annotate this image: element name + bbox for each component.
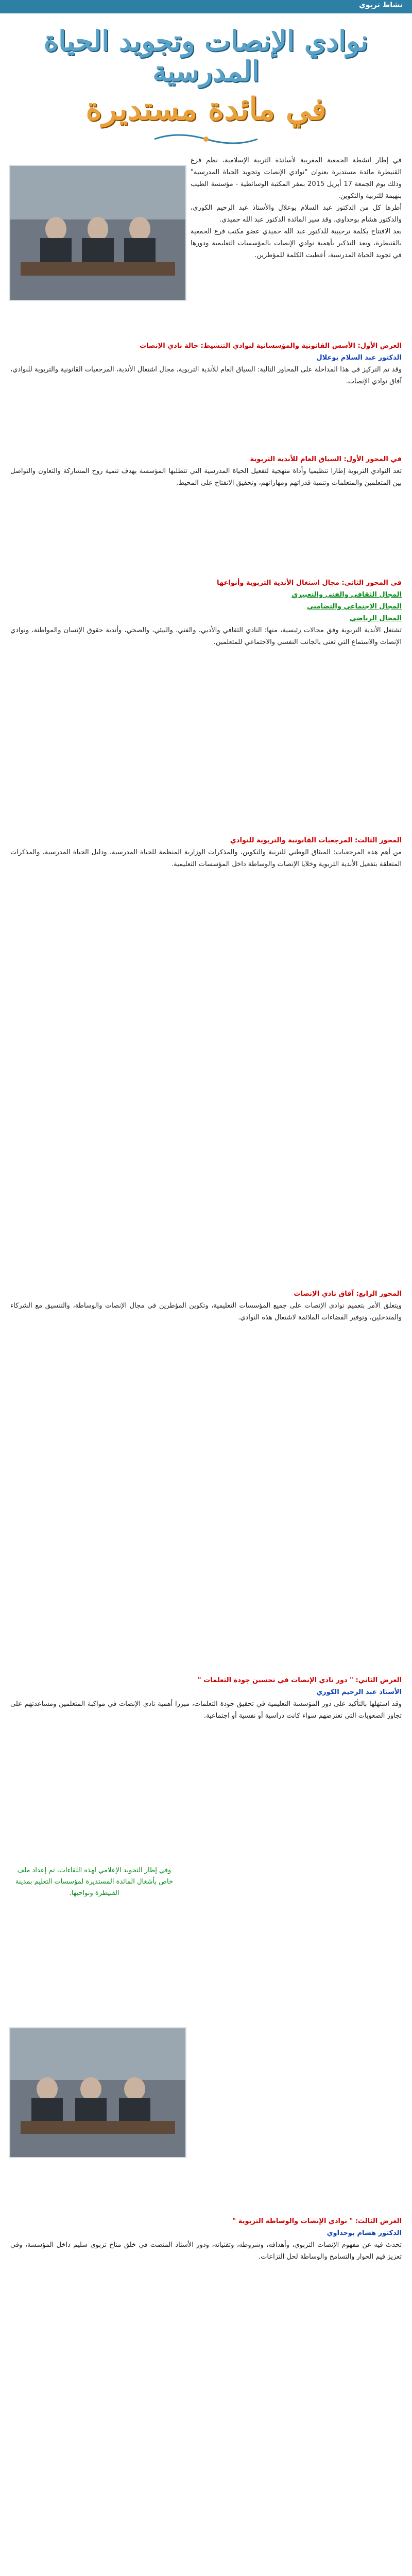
section-1-body: وقد تم التركيز في هذا المداخلة على المحاور التالية: السياق العام للأندية التربوية، مجال اشتغال الأندية، المرجعيات القانونية والتربوية للنوادي، آفاق نوادي الإنصات. [10, 366, 402, 385]
section-1-heading: العرض الأول: الأسس القانونية والمؤسساتية لنوادي التنشيط: حالة نادي الإنصات [139, 342, 402, 350]
section-3-sub-2: المجال الاجتماعي والتضامني [307, 603, 402, 611]
side-note: وفي إطار التجويد الإعلامي لهذه اللقاءات، تم إعداد ملف خاص بأشغال المائدة المستديرة لمؤسسات التعليم بمدينة القنيطرة ونواحيها. [15, 1867, 173, 1897]
section-3-heading: في المحور الثاني: مجال اشتغال الأندية التربوية وأنواعها [217, 579, 402, 587]
section-6 [10, 1674, 402, 1722]
section-label: نشاط تربوي [358, 1, 403, 9]
section-2 [10, 453, 402, 489]
section-6-speaker: الأستاذ عبد الرحيم الكوري [316, 1688, 402, 1696]
section-3 [10, 577, 402, 648]
section-7-heading: العرض الثالث: " نوادي الإنصات والوساطة التربوية " [232, 2217, 402, 2225]
meeting-photo-1 [9, 165, 186, 301]
section-2-heading: في المحور الأول: السياق العام للأندية التربوية [250, 455, 402, 463]
section-7-body: تحدث فيه عن مفهوم الإنصات التربوي، وأهدافه، وشروطه، وتقنياته، ودور الأستاذ المنصت في خلق مناخ تربوي سليم داخل المؤسسة، وفي تعزيز قيم الحوار والتسامح والوساطة لحل النزاعات. [10, 2241, 402, 2261]
title-area [0, 15, 412, 139]
header-bar [0, 0, 412, 13]
section-6-heading: العرض الثاني: " دور نادي الإنصات في تحسين جودة التعلمات " [197, 1676, 402, 1684]
section-2-body: تعد النوادي التربوية إطارا تنظيميا وأداة منهجية لتفعيل الحياة المدرسية التي تتطلبها المؤسسة بهدف تنمية روح المشاركة والتعاون والتواصل بين المتعلمين والمتعلمات وتنمية قدراتهم ومهاراتهم، وتحقيق الانفتاح على المحيط. [10, 467, 402, 487]
section-5-heading: المحور الرابع: آفاق نادي الإنصات [294, 1290, 402, 1298]
section-1-speaker: الدكتور عبد السلام بوعلال [316, 354, 402, 362]
title-line-1: نوادي الإنصات وتجويد الحياة المدرسية [43, 24, 369, 88]
intro-paragraph-3: بعد الافتتاح بكلمة ترحيبية للدكتور عبد الله حميدي عضو مكتب فرع الجمعية بالقنيطرة، وبعد التذكير بأهمية نوادي الإنصات بالمؤسسات التعليمية ودورها في تجويد الحياة المدرسية، أعطيت الكلمة للمؤطرين. [191, 228, 402, 259]
section-6-body: وقد استهلها بالتأكيد على دور المؤسسة التعليمية في تحقيق جودة التعلمات، مبرزا أهمية نادي الإنصات في مواكبة المتعلمين ومساعدتهم على تجاوز الصعوبات التي تعترضهم سواء كانت دراسية أو نفسية أو اجتماعية. [10, 1700, 402, 1720]
ornament-icon [149, 130, 263, 148]
section-7-speaker: الدكتور هشام بوحداوي [327, 2229, 402, 2237]
intro-paragraph-1: في إطار انشطة الجمعية المغربية لأساتذة التربية الإسلامية، نظم فرع القنيطرة مائدة مستديرة بعنوان "نوادي الإنصات وتجويد الحياة المدرسية" وذلك يوم الجمعة 17 أبريل 2015 بمقر المكتبة الوسائطية - مؤسسة الطيب بنهيمة للتربية والتكوين. [191, 157, 402, 200]
section-3-body: تشتغل الأندية التربوية وفق مجالات رئيسية، منها: النادي الثقافي والأدبي، والفني، والبيئي، والصحي، وأندية حقوق الإنسان والمواطنة، ونوادي الإنصات والاستماع التي تعنى بالجانب النفسي والاجتماعي للمتعلمين. [10, 626, 402, 646]
section-1 [10, 340, 402, 387]
intro-paragraph-2: أطرها كل من الدكتور عبد السلام بوعلال والأستاذ عبد الرحيم الكوري، والدكتور هشام بوحداوي، وقد سير المائدة الدكتور عبد الله حميدي. [191, 204, 402, 224]
section-3-sub-3: المجال الرياضي [349, 615, 402, 622]
meeting-photo-2 [9, 2027, 186, 2158]
section-5-body: ويتعلق الأمر بتعميم نوادي الإنصات على جميع المؤسسات التعليمية، وتكوين المؤطرين في مجال الإنصات والوساطة، والتنسيق مع الشركاء والمتدخلين، وتوفير الفضاءات الملائمة لاشتغال هذه النوادي. [10, 1302, 402, 1321]
section-4 [10, 835, 402, 870]
section-4-heading: المحور الثالث: المرجعيات القانونية والتربوية للنوادي [230, 837, 402, 844]
title-line-2: في مائدة مستديرة [85, 91, 327, 127]
intro-column [191, 155, 402, 261]
section-3-sub-1: المجال الثقافي والفني والتعبيري [291, 591, 402, 599]
section-7 [10, 2215, 402, 2263]
section-4-body: من أهم هذه المرجعيات: الميثاق الوطني للتربية والتكوين، والمذكرات الوزارية المنظمة للحياة المدرسية، ودليل الحياة المدرسية، والمذكرات المتعلقة بتفعيل الأندية التربوية وخلايا الإنصات والوساطة داخل المؤسسات التعليمية. [10, 849, 402, 868]
section-5 [10, 1288, 402, 1324]
